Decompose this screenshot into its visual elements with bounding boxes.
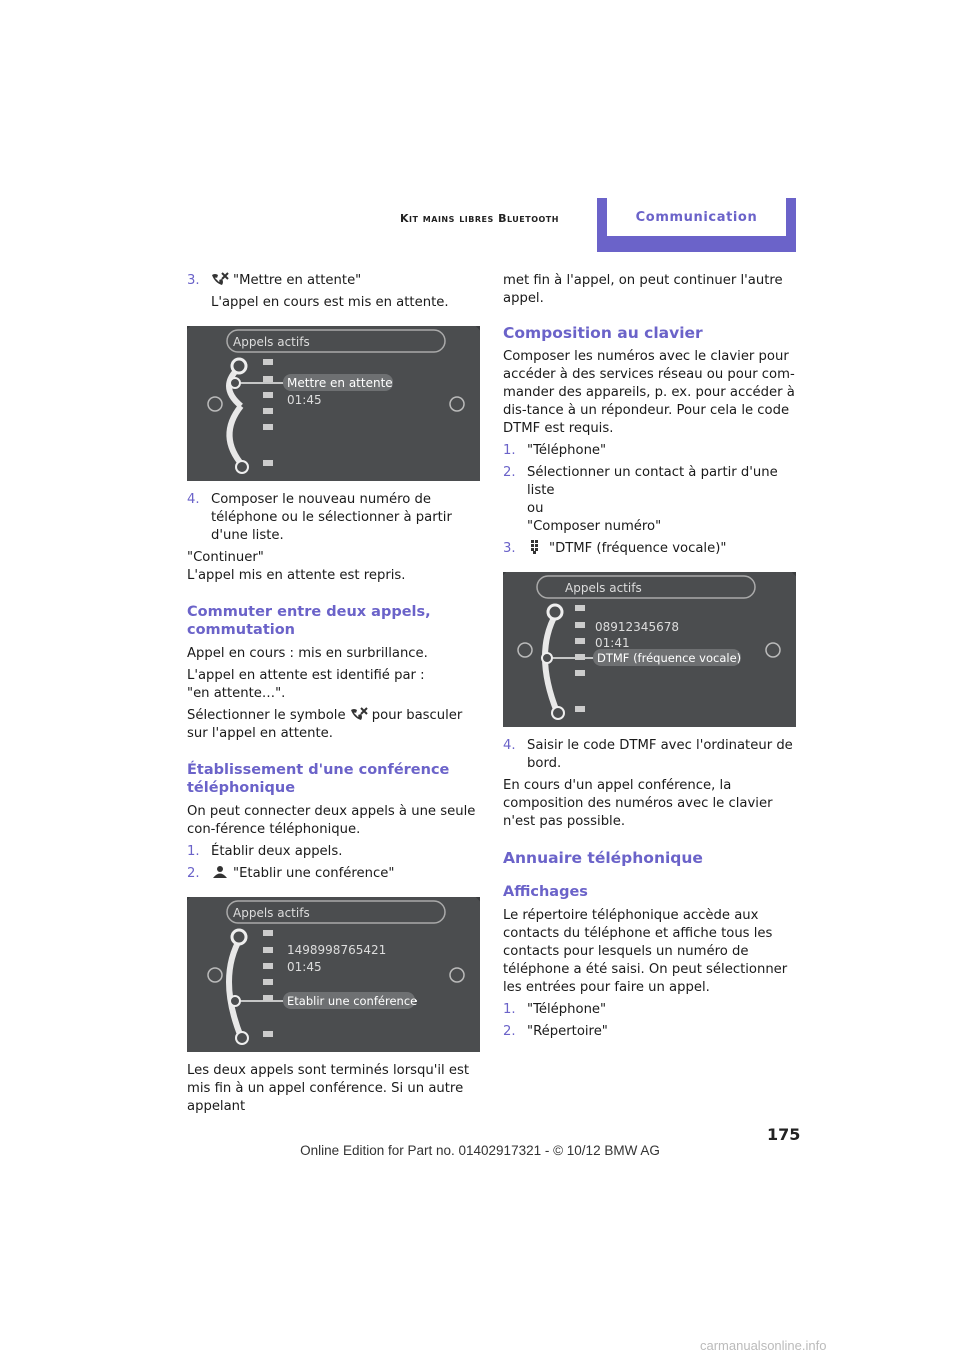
screen-number: 08912345678 [595,620,679,634]
screen-highlight: Mettre en attente [287,376,393,390]
paragraph: L'appel en attente est identifié par : [187,668,425,683]
page-number: 175 [767,1125,801,1144]
keypad-icon [527,540,545,554]
chapter-tab [597,198,796,252]
step-number: 1. [187,844,200,859]
step-label: Sélectionner un contact à partir d'une liste [527,465,778,498]
screen-time: 01:41 [595,636,630,650]
screen-number: 1498998765421 [287,943,387,957]
subsection-heading: Affichages [503,884,588,900]
right-column [503,272,796,1045]
screen-time: 01:45 [287,393,322,407]
step-label: "Téléphone" [527,1002,607,1017]
step-label: "Composer numéro" [527,519,662,534]
step-number: 3. [187,273,200,288]
step-label: "Téléphone" [527,443,607,458]
screen-highlight: DTMF (fréquence vocale) [597,651,742,665]
step-label: Établir deux appels. [211,844,343,859]
step-label: "DTMF (fréquence vocale)" [549,541,727,556]
chapter-tab-label: Communication [635,209,758,225]
paragraph: met fin à l'appel, on peut continuer l'autre appel. [503,273,783,306]
paragraph [187,707,480,743]
edition-footer: Online Edition for Part no. 01402917321 - © 10/12 BMW AG [300,1143,660,1158]
screen-time: 01:45 [287,960,322,974]
step-number: 1. [503,443,516,458]
screen-title: Appels actifs [233,335,310,349]
step-label: ou [527,501,544,516]
paragraph: Les deux appels sont terminés lorsqu'il est mis fin à un appel conférence. Si un autre appelant [187,1063,470,1114]
paragraph-text: pour basculer sur l'appel en attente. [187,708,463,741]
paragraph: Le répertoire téléphonique accède aux contacts du téléphone et affiche tous les contacts pour lesquels un numéro de téléphone a été saisi. On peut sélectionner les entrées pour faire un appel. [503,908,788,995]
section-heading: Commuter entre deux appels, commutation [187,604,431,638]
step-number: 4. [187,492,200,507]
left-column [187,272,480,1120]
paragraph: Appel en cours : mis en surbrillance. [187,646,428,661]
screen-highlight: Etablir une conférence [287,994,418,1008]
hold-call-icon [211,272,229,286]
section-header: Kit mains libres Bluetooth [400,212,559,225]
conference-icon [211,865,229,879]
screen-title: Appels actifs [565,581,642,595]
step-label: "Mettre en attente" [233,273,362,288]
section-heading: Établissement d'une conférence téléphonique [187,762,450,796]
step-label: Composer le nouveau numéro de téléphone ou le sélectionner à partir d'une liste. [211,492,452,543]
paragraph-text: Sélectionner le symbole [187,708,346,723]
paragraph: Composer les numéros avec le clavier pour accéder à des services réseau ou pour com-mander des appareils, p. ex. pour accéder à dis-tance à un répondeur. Pour cela le code DTMF est requis. [503,349,795,436]
step-number: 4. [503,738,516,753]
section-heading: Annuaire téléphonique [503,849,703,867]
step-description: L'appel en cours est mis en attente. [211,295,449,310]
screen-hold [187,326,480,481]
step-number: 2. [503,465,516,480]
paragraph: On peut connecter deux appels à une seule con-férence téléphonique. [187,804,476,837]
step-label: Saisir le code DTMF avec l'ordinateur de bord. [527,738,793,771]
step-label: "Etablir une conférence" [233,866,395,881]
watermark: carmanualsonline.info [700,1338,827,1353]
step-label: "Répertoire" [527,1024,608,1039]
step-number: 1. [503,1002,516,1017]
section-heading: Composition au clavier [503,324,703,342]
step-number: 2. [503,1024,516,1039]
screen-title: Appels actifs [233,906,310,920]
screen-conference [187,897,480,1052]
step-number: 3. [503,541,516,556]
paragraph: "en attente…". [187,686,286,701]
screen-dtmf [503,572,796,727]
switch-call-icon [350,707,368,721]
paragraph: L'appel mis en attente est repris. [187,568,406,583]
paragraph: En cours d'un appel conférence, la composition des numéros avec le clavier n'est pas possible. [503,778,773,829]
step-number: 2. [187,866,200,881]
paragraph: "Continuer" [187,550,264,565]
